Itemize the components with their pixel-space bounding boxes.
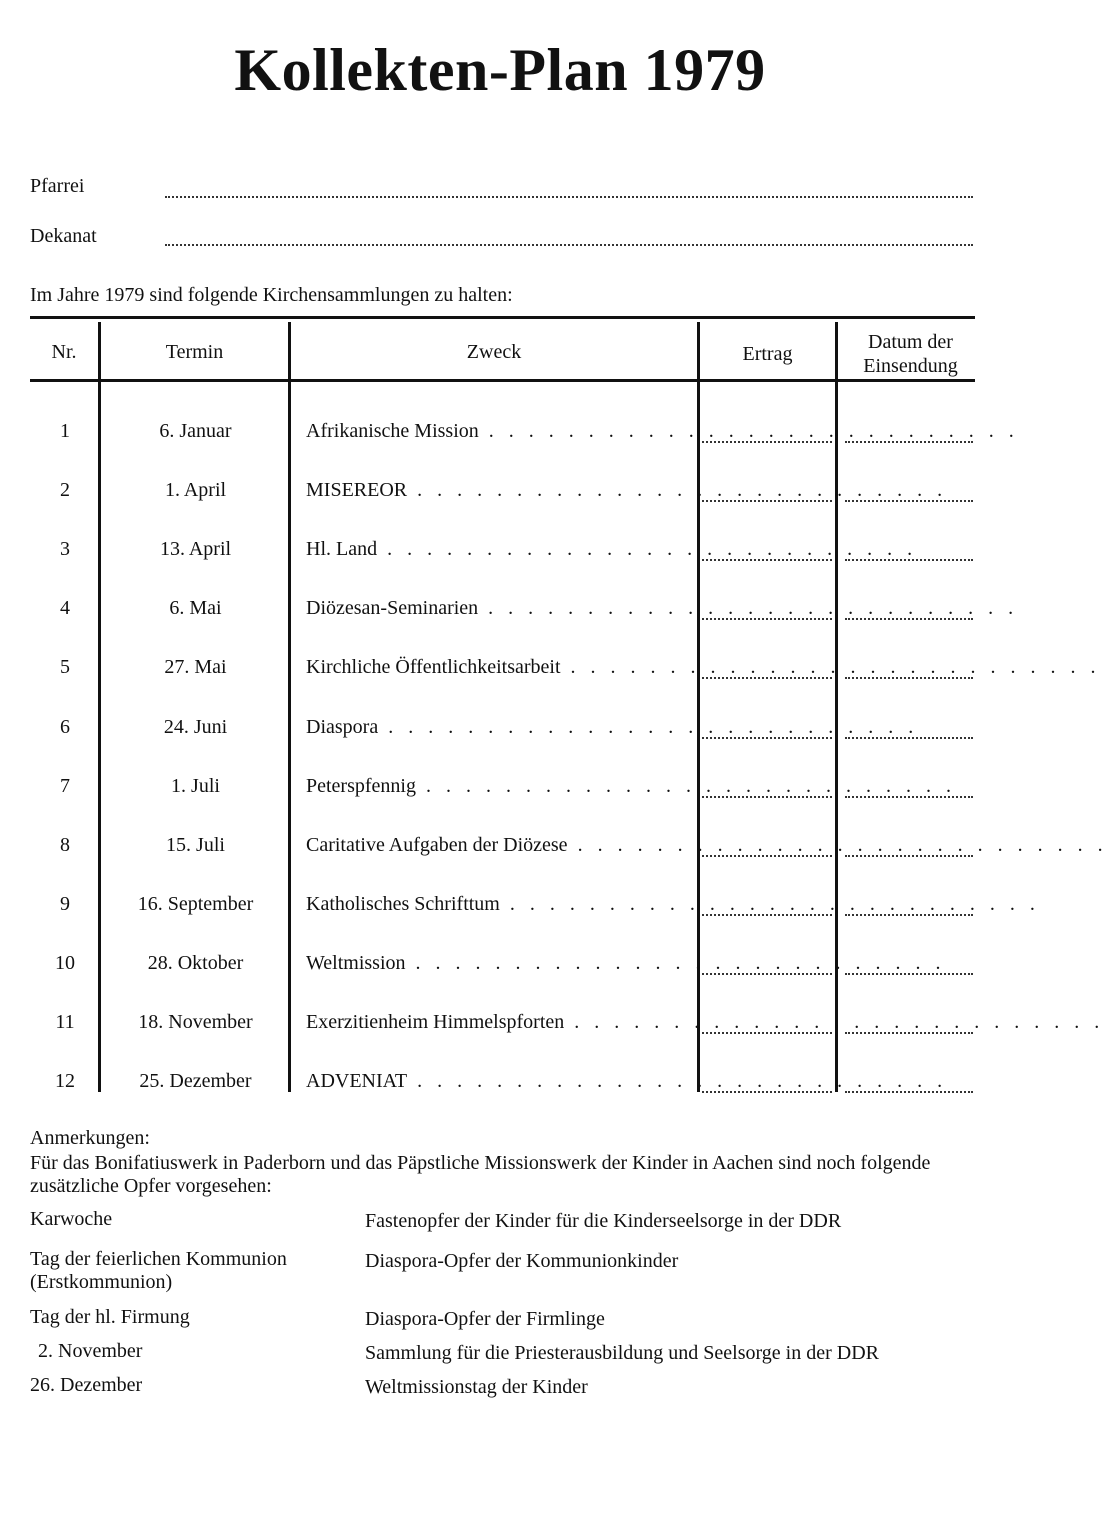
notes-heading: Anmerkungen: (30, 1127, 150, 1149)
row-purpose-text: Hl. Land (306, 538, 378, 560)
leader-dots: . . . . . . . . . . . . . . . . . . . . . . . . . . . (415, 775, 956, 797)
table-row (0, 767, 1000, 807)
einsendung-date-field[interactable] (845, 559, 973, 561)
leader-dots: . . . . . . . . . . . . . . . . . . . . . . . . . . . (478, 597, 1019, 619)
row-purpose-text: Katholisches Schrifttum (306, 893, 500, 915)
leader-dots: . . . . . . . . . . . . . . . . . . . . . . . . . . . (407, 1070, 948, 1092)
leader-dots: . . . . . . . . . . . . . . . . . . . . . . . . . . . (564, 1011, 1105, 1033)
row-number: 6 (60, 716, 70, 738)
table-row (0, 530, 1000, 570)
row-number: 9 (60, 893, 70, 915)
einsendung-date-field[interactable] (845, 500, 973, 502)
header-datum-line2: Einsendung (863, 355, 958, 377)
extra-what: Fastenopfer der Kinder für die Kinderseelsorge in der DDR (365, 1210, 842, 1232)
row-date: 16. September (137, 893, 254, 915)
row-purpose (306, 597, 1019, 620)
leader-dots: . . . . . . . . . . . . . . . . . . . . . . . . . . . (378, 716, 919, 738)
row-purpose-text: Afrikanische Mission (306, 420, 479, 442)
row-number: 1 (60, 420, 70, 442)
extra-when: 26. Dezember (30, 1374, 143, 1396)
row-number: 2 (60, 479, 70, 501)
row-date: 13. April (159, 538, 232, 560)
einsendung-date-field[interactable] (845, 914, 973, 916)
header-termin: Termin (165, 341, 224, 363)
extra-when: 2. November (38, 1340, 143, 1362)
leader-dots: . . . . . . . . . . . . . . . . . . . . . . . . . . . (499, 893, 1040, 915)
row-date: 18. November (138, 1011, 253, 1033)
row-purpose (306, 775, 956, 798)
row-number: 7 (60, 775, 70, 797)
row-date: 15. Juli (166, 834, 225, 856)
leader-dots: . . . . . . . . . . . . . . . . . . . . . . . . . . . (407, 479, 948, 501)
row-date: 6. Januar (159, 420, 232, 442)
table-row (0, 944, 1000, 984)
pfarrei-field[interactable] (165, 196, 973, 198)
header-datum-line1: Datum der (868, 331, 953, 353)
row-purpose-text: Diaspora (306, 716, 379, 738)
row-purpose (306, 656, 1101, 679)
row-purpose-text: Exerzitienheim Himmelspforten (306, 1011, 565, 1033)
row-number: 3 (60, 538, 70, 560)
extra-when: Tag der hl. Firmung (30, 1306, 190, 1328)
ertrag-field[interactable] (702, 973, 832, 975)
leader-dots: . . . . . . . . . . . . . . . . . . . . . . . . . . . (478, 420, 1019, 442)
table-row (0, 885, 1040, 925)
einsendung-date-field[interactable] (845, 855, 973, 857)
row-purpose-text: ADVENIAT (306, 1070, 408, 1092)
einsendung-date-field[interactable] (845, 796, 973, 798)
extra-when: Tag der feierlichen Kommunion (Erstkommunion) (30, 1248, 287, 1293)
einsendung-date-field[interactable] (845, 1091, 973, 1093)
table-row (0, 471, 1000, 511)
extra-what: Diaspora-Opfer der Kommunionkinder (365, 1250, 679, 1272)
extra-when: Karwoche (30, 1208, 113, 1230)
row-purpose (306, 716, 919, 739)
row-number: 8 (60, 834, 70, 856)
leader-dots: . . . . . . . . . . . . . . . . . . . . . . . . . . . (567, 834, 1108, 856)
einsendung-date-field[interactable] (845, 677, 973, 679)
row-purpose (306, 834, 1108, 857)
table-row (0, 648, 1101, 688)
ertrag-field[interactable] (702, 559, 832, 561)
row-date: 1. Juli (171, 775, 220, 797)
row-purpose-text: Kirchliche Öffentlichkeitsarbeit (306, 656, 561, 678)
row-purpose-text: MISEREOR (306, 479, 408, 501)
header-datum (838, 330, 983, 378)
header-ertrag: Ertrag (742, 343, 793, 365)
row-date: 27. Mai (164, 656, 227, 678)
row-date: 28. Oktober (147, 952, 244, 974)
intro-text: Im Jahre 1979 sind folgende Kirchensammlungen zu halten: (30, 284, 513, 306)
notes-text: Für das Bonifatiuswerk in Paderborn und das Päpstliche Missionswerk der Kinder in Aachen sind noch folgende zusätzliche Opfer vorgesehen: (30, 1152, 931, 1197)
leader-dots: . . . . . . . . . . . . . . . . . . . . . . . . . . . (405, 952, 946, 974)
ertrag-field[interactable] (702, 677, 832, 679)
dekanat-field[interactable] (165, 244, 973, 246)
ertrag-field[interactable] (702, 914, 832, 916)
table-row (0, 1003, 1105, 1043)
row-date: 1. April (164, 479, 227, 501)
table-row (0, 412, 1019, 452)
table-row (0, 1062, 1000, 1102)
ertrag-field[interactable] (702, 441, 832, 443)
table-header-rule (30, 379, 975, 382)
row-number: 4 (60, 597, 70, 619)
pfarrei-label: Pfarrei (30, 175, 85, 197)
extra-what: Sammlung für die Priesterausbildung und Seelsorge in der DDR (365, 1342, 880, 1364)
row-purpose (306, 479, 948, 502)
einsendung-date-field[interactable] (845, 1032, 973, 1034)
header-zweck: Zweck (466, 341, 522, 363)
row-purpose-text: Caritative Aufgaben der Diözese (306, 834, 568, 856)
row-purpose (306, 952, 946, 975)
row-purpose (306, 1070, 948, 1093)
dekanat-label: Dekanat (30, 225, 97, 247)
ertrag-field[interactable] (702, 1032, 832, 1034)
row-purpose-text: Peterspfennig (306, 775, 416, 797)
row-purpose-text: Diözesan-Seminarien (306, 597, 479, 619)
row-number: 12 (55, 1070, 75, 1092)
leader-dots: . . . . . . . . . . . . . . . . . . . . . . . . . . . (560, 656, 1101, 678)
row-date: 25. Dezember (139, 1070, 252, 1092)
einsendung-date-field[interactable] (845, 737, 973, 739)
row-purpose (306, 893, 1040, 916)
row-number: 11 (55, 1011, 75, 1033)
row-purpose (306, 1011, 1105, 1034)
einsendung-date-field[interactable] (845, 973, 973, 975)
table-row (0, 708, 1000, 748)
row-number: 5 (60, 656, 70, 678)
einsendung-date-field[interactable] (845, 441, 973, 443)
page-title: Kollekten-Plan 1979 (234, 37, 766, 103)
ertrag-field[interactable] (702, 855, 832, 857)
ertrag-field[interactable] (702, 737, 832, 739)
row-number: 10 (55, 952, 75, 974)
row-date: 24. Juni (163, 716, 228, 738)
einsendung-date-field[interactable] (845, 618, 973, 620)
row-purpose-text: Weltmission (306, 952, 406, 974)
table-row (0, 589, 1019, 629)
header-nr: Nr. (51, 341, 77, 363)
row-purpose (306, 420, 1019, 443)
row-date: 6. Mai (169, 597, 222, 619)
ertrag-field[interactable] (702, 1091, 832, 1093)
leader-dots: . . . . . . . . . . . . . . . . . . . . . . . . . . . (377, 538, 918, 560)
table-row (0, 826, 1108, 866)
row-purpose (306, 538, 918, 561)
ertrag-field[interactable] (702, 618, 832, 620)
extra-what: Weltmissionstag der Kinder (365, 1376, 588, 1398)
ertrag-field[interactable] (702, 500, 832, 502)
extra-what: Diaspora-Opfer der Firmlinge (365, 1308, 605, 1330)
ertrag-field[interactable] (702, 796, 832, 798)
table-top-rule (30, 316, 975, 319)
